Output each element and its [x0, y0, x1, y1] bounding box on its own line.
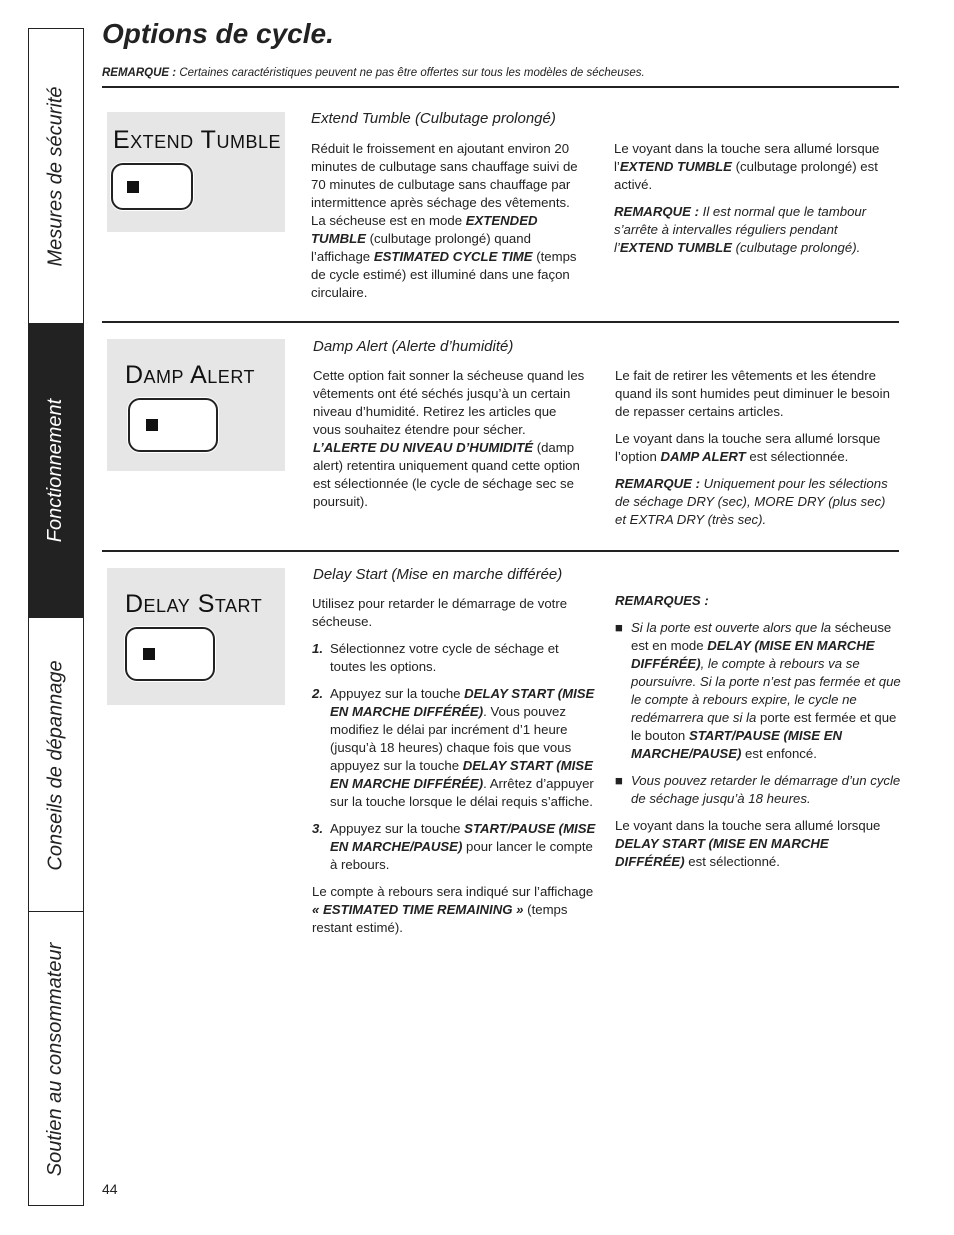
- damp-alert-col-left: Cette option fait sonner la sécheuse quand les vêtements ont été séchés jusqu’à un certain niveau d’humidité. Retirez les articles que vous souhaitez étendre pour sécher. L’ALERTE DU NIVEAU D’HUMIDITÉ (damp alert) retentira uniquement quand cette option est sélectionnée (le cycle de séchage sec se poursuit).: [313, 368, 585, 509]
- remark-bullet: ■ Si la porte est ouverte alors que la sécheuse est en mode DELAY (MISE EN MARCHE DIFFÉRÉE), le compte à rebours va se poursuivre. Si la porte n’est pas fermée et que le compte à rebours expire, le cycle ne redémarrera que si la porte est fermée et que le bouton START/PAUSE (MISE EN MARCHE/PAUSE) est enfoncé.: [615, 620, 901, 761]
- section-title: Delay Start (Mise en marche différée): [313, 566, 563, 583]
- extend-tumble-panel-illustration: [107, 112, 285, 232]
- tab-label: Fonctionnement: [44, 398, 67, 542]
- page-title: Options de cycle.: [102, 18, 334, 49]
- square-bullet-icon: ■: [615, 773, 623, 788]
- panel-label: Damp Alert: [125, 361, 255, 389]
- delay-start-col-left: Utilisez pour retarder le démarrage de votre sécheuse. 1. Sélectionnez votre cycle de séchage et toutes les options. 2. Appuyez sur la touche DELAY START (MISE EN MARCHE DIFFÉRÉE). Vous pouvez modifiez le délai par incrément d’1 heure (jusqu’à 18 heures) chaque fois que vous appuyez sur la touche DELAY START (MISE EN MARCHE DIFFÉRÉE). Arrêtez d’appuyer sur la touche lorsque le délai requis s’affiche. 3. Appuyez sur la touche START/PAUSE (MISE EN MARCHE/PAUSE) pour lancer le compte à rebours. Le compte à rebours sera indiqué sur l’affichage « ESTIMATED TIME REMAINING » (temps restant estimé).: [312, 595, 598, 946]
- page-note: REMARQUE : Certaines caractéristiques peuvent ne pas être offertes sur tous les modèles de sécheuses.: [102, 67, 645, 79]
- step-2: 2. Appuyez sur la touche DELAY START (MISE EN MARCHE DIFFÉRÉE). Vous pouvez modifiez le délai par incrément d’1 heure (jusqu’à 18 heures) chaque fois que vous appuyez sur la touche DELAY START (MISE EN MARCHE DIFFÉRÉE). Arrêtez d’appuyer sur la touche lorsque le délai requis s’affiche.: [312, 686, 595, 809]
- delay-start-panel-illustration: [107, 568, 285, 705]
- tab-label: Mesures de sécurité: [44, 85, 67, 267]
- tab-mesures-securite[interactable]: [29, 29, 83, 323]
- tab-soutien-consommateur[interactable]: [29, 911, 83, 1206]
- damp-alert-col-right: Le fait de retirer les vêtements et les étendre quand ils sont humides peut diminuer le besoin de repasser certains articles. Le voyant dans la touche sera allumé lorsque l’option DAMP ALERT est sélectionnée. REMARQUE : Uniquement pour les sélections de séchage DRY (sec), MORE DRY (plus sec) et EXTRA DRY (très sec).: [615, 368, 890, 527]
- delay-start-col-right: REMARQUES : ■ Si la porte est ouverte alors que la sécheuse est en mode DELAY (MISE EN MARCHE DIFFÉRÉE), le compte à rebours va se poursuivre. Si la porte n’est pas fermée et que le compte à rebours expire, le cycle ne redémarrera que si la porte est fermée et que le bouton START/PAUSE (MISE EN MARCHE/PAUSE) est enfoncé. ■ Vous pouvez retarder le démarrage d’un cycle de séchage jusqu’à 18 heures. Le voyant dans la touche sera allumé lorsque DELAY START (MISE EN MARCHE DIFFÉRÉE) est sélectionné.: [615, 593, 901, 869]
- step-1: 1. Sélectionnez votre cycle de séchage et toutes les options.: [312, 641, 559, 674]
- divider: [102, 86, 899, 88]
- indicator-light-icon: [143, 648, 155, 660]
- section-title: Damp Alert (Alerte d’humidité): [313, 338, 514, 355]
- page-number: 44: [102, 1181, 118, 1197]
- divider: [102, 321, 899, 323]
- delay-start-button: [125, 627, 215, 681]
- damp-alert-panel-illustration: [107, 339, 285, 471]
- tab-conseils-depannage[interactable]: [29, 617, 83, 912]
- indicator-light-icon: [127, 181, 139, 193]
- divider: [102, 550, 899, 552]
- side-tabs: [28, 28, 84, 1206]
- tab-label: Soutien au consommateur: [44, 942, 67, 1176]
- extend-tumble-col-left: Réduit le froissement en ajoutant environ 20 minutes de culbutage sans chauffage suivi de 70 minutes de culbutage sans chauffage par intermittence après séchage des vêtements. La sécheuse est en mode EXTENDED TUMBLE (culbutage prolongé) quand l’affichage ESTIMATED CYCLE TIME (temps de cycle estimé) est illuminé dans une façon circulaire.: [311, 141, 578, 300]
- tab-label: Conseils de dépannage: [44, 659, 67, 871]
- extend-tumble-col-right: Le voyant dans la touche sera allumé lorsque l’EXTEND TUMBLE (culbutage prolongé) est activé. REMARQUE : Il est normal que le tambour s’arrête à intervalles réguliers pendant l’EXTEND TUMBLE (culbutage prolongé).: [614, 141, 880, 255]
- indicator-light-icon: [146, 419, 158, 431]
- square-bullet-icon: ■: [615, 620, 623, 635]
- step-3: 3. Appuyez sur la touche START/PAUSE (MISE EN MARCHE/PAUSE) pour lancer le compte à rebours.: [312, 821, 596, 872]
- damp-alert-button: [128, 398, 218, 452]
- extend-tumble-button: [111, 163, 193, 210]
- remark-bullet: ■ Vous pouvez retarder le démarrage d’un cycle de séchage jusqu’à 18 heures.: [615, 773, 901, 806]
- panel-label: Extend Tumble: [113, 126, 281, 154]
- section-title: Extend Tumble (Culbutage prolongé): [311, 110, 556, 127]
- tab-fonctionnement[interactable]: [29, 323, 83, 617]
- panel-label: Delay Start: [125, 590, 263, 618]
- remarks-label: REMARQUES :: [615, 593, 709, 608]
